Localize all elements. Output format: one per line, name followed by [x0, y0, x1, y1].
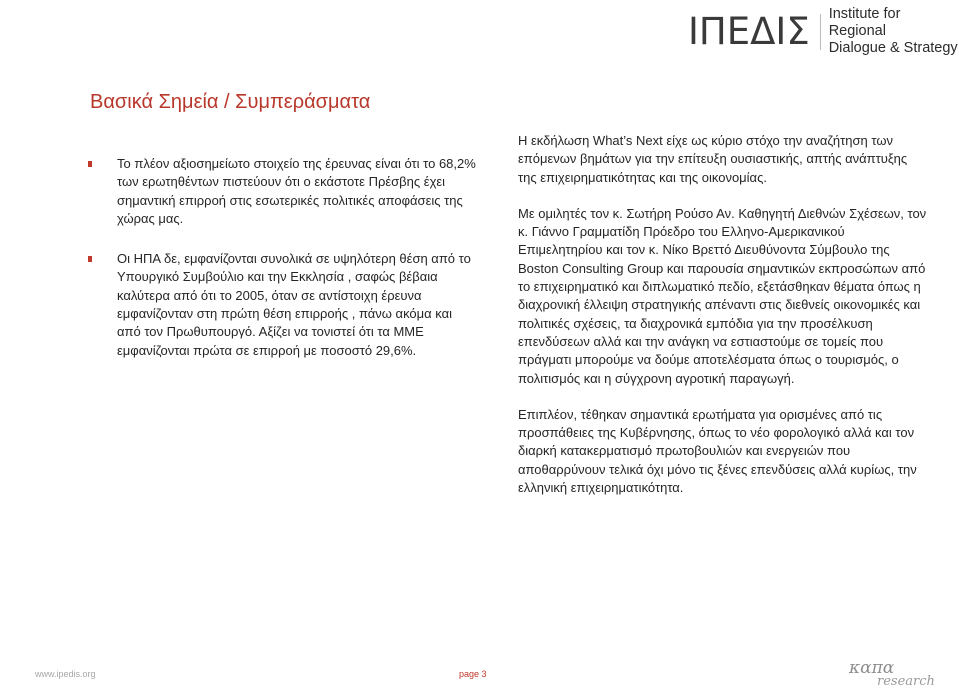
page-title: Βασικά Σημεία / Συμπεράσματα	[90, 91, 371, 113]
key-point-item	[88, 155, 478, 228]
key-points-list	[88, 155, 478, 360]
event-intro-paragraph: Η εκδήλωση What’s Next είχε ως κύριο στόχο την αναζήτηση των επόμενων βημάτων για την επίτευξη ουσιαστικής, απτής ανάπτυξης της επιχειρηματικότητας και της οικονομίας.	[518, 133, 908, 185]
footer-website-link[interactable]: www.ipedis.org	[35, 669, 96, 679]
logo-line-2: Dialogue & Strategy	[828, 40, 958, 56]
kapa-logo-main: καπα	[849, 658, 895, 678]
key-point-text: Το πλέον αξιοσημείωτο στοιχείο της έρευνας είναι ότι το 68,2% των ερωτηθέντων πιστεύουν ότι ο εκάστοτε Πρέσβης έχει σημαντική επιρροή στις εσωτερικές πολιτικές αποφάσεις της χώρας μας.	[117, 156, 476, 226]
bullet-marker-icon	[88, 256, 92, 262]
event-summary	[518, 132, 928, 497]
logo-divider	[820, 14, 821, 50]
logo-line-1: Institute for Regional	[828, 6, 901, 39]
ipedis-logo-mark: ΙΠΕΔΙΣ	[688, 9, 810, 53]
header-logo	[688, 6, 959, 57]
event-questions-paragraph: Επιπλέον, τέθηκαν σημαντικά ερωτήματα για ορισμένες από τις προσπάθειες της Κυβέρνησης, όπως το νέο φορολογικό αλλά και τον διαρκή κατακερματισμό πρωτοβουλιών και ενεργειών που αποθαρρύνουν τελικά όχι μόνο τις ξένες επενδύσεις αλλά κυρίως, την ελληνική επιχειρηματικότητα.	[518, 406, 917, 496]
key-point-text: Οι ΗΠΑ δε, εμφανίζονται συνολικά σε υψηλότερη θέση από το Υπουργικό Συμβούλιο και την Εκκλησία , σαφώς βέβαια καλύτερα από ότι το 2005, όταν σε αντίστοιχη έρευνα εμφανίζονταν στη πρώτη θέση επιρροής , πάνω ακόμα και από τον Πρωθυπουργό. Αξίζει να τονιστεί ότι τα ΜΜΕ εμφανίζονται πρώτα σε επιρροή με ποσοστό 29,6%.	[117, 251, 471, 358]
key-point-item	[88, 250, 478, 360]
bullet-marker-icon	[88, 161, 92, 167]
page-number: page 3	[459, 669, 487, 679]
kapa-research-logo	[849, 658, 935, 690]
logo-text	[829, 6, 959, 57]
kapa-logo-sub: research	[877, 674, 935, 689]
event-speakers-paragraph: Με ομιλητές τον κ. Σωτήρη Ρούσο Αν. Καθηγητή Διεθνών Σχέσεων, τον κ. Γιάννο Γραμματίδη Πρόεδρο του Ελληνο-Αμερικανικού Επιμελητηρίου και τον κ. Νίκο Βρεττό Διευθύνοντα Σύμβουλο της Boston Consulting Group και παρουσία σημαντικών εκπροσώπων από το επιχειρηματικό και διπλωματικό πεδίο, εξετάσθηκαν θέματα όπως η διαχρονική έλλειψη στρατηγικής απέναντι στις διεθνείς οικονομικές και πολιτικές σχέσεις, τα διαχρονικά εμπόδια για την προσέλκυση επενδύσεων αλλά και την ανάγκη να εστιαστούμε σε τομείς που πράγματι μπορούμε να δούμε αποτελέσματα όπως ο τουρισμός, ο πολιτισμός και η σύγχρονη αγροτική παραγωγή.	[518, 205, 927, 386]
